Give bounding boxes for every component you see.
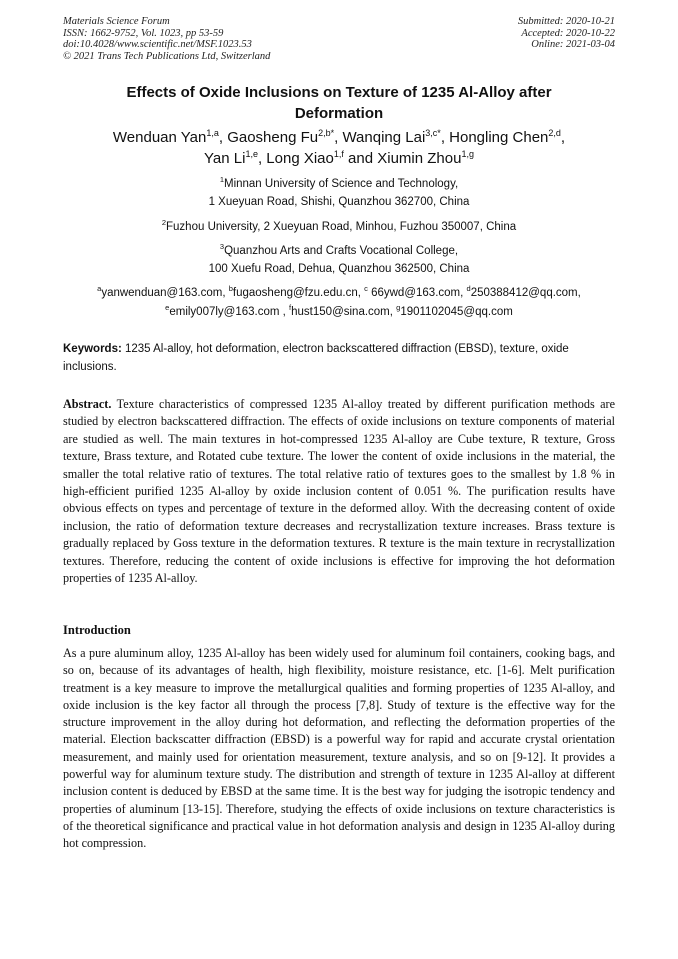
keywords-text: 1235 Al-alloy, hot deformation, electron backscattered diffraction (EBSD), texture, oxide inclusions.: [63, 343, 569, 373]
introduction-paragraph: As a pure aluminum alloy, 1235 Al-alloy has been widely used for aluminum foil containers, cooking bags, and so on, because of its advantages of health, high flexibility, moisture resistance, etc. [1-6]. Melt purification treatment is a key measure to improve the metallurgical qualities and forming properties of 1235 Al-alloy, and oxide inclusion is the key factor all through the process [7,8]. Study of texture is the effective way for the structure improvement in the alloy during hot deformation, and reflecting the deformation properties of the material. Election backscatter diffraction (EBSD) is a powerful way for rapid and accurate crystal orientation measurement, and mainly used for orientation measurement, texture analysis, and so on [9-12]. It provides a powerful way for aluminum texture study. The distribution and strength of texture in 1235 Al-alloy at different inclusion content is deduced by EBSD at the same time. It is the best way for judging the isotropic tendency and properties of aluminum [13-15]. Therefore, studying the effects of oxide inclusions on texture characteristics is of the theoretical significance and practical value in hot deformation analysis and design in 1235 Al-alloy during hot compression.: [63, 646, 615, 851]
affiliation-3: $^3$Quanzhou Arts and Crafts Vocational College, 100 Xuefu Road, Dehua, Quanzhou 362500, China: [208, 242, 470, 275]
date-submitted: Submitted: 2020-10-21: [517, 16, 615, 27]
author: Wanqing Lai$^{3,c*}$,: [342, 128, 450, 146]
email: $^f$hust150@sina.com,: [289, 303, 397, 318]
journal-issn: ISSN: 1662-9752, Vol. 1023, pp 53-59: [63, 27, 224, 39]
title-line-1: Effects of Oxide Inclusions on Texture of 1235 Al-Alloy after: [126, 84, 552, 101]
author: Gaosheng $Fu^{2,b*}$,: [227, 128, 343, 146]
journal-doi: doi:10.4028/www.scientific.net/MSF.1023.53: [63, 39, 252, 51]
email: $^d$250388412@qq.com,: [466, 284, 581, 299]
email: $^g$1901102045@qq.com: [396, 303, 513, 318]
journal-name: Materials Science Forum: [63, 16, 170, 27]
author: Xiumin Zhou$^{1,g}$: [377, 149, 474, 167]
keywords: [63, 340, 615, 376]
abstract: [63, 396, 615, 587]
abstract-text: Texture characteristics of compressed 1235 Al-alloy treated by different purification methods are studied by electron backscattered diffraction. The effects of oxide inclusions on texture components of material are studied as well. The main textures in hot-compressed 1235 Al-alloy are Cube texture, R texture, Gross texture, Brass texture, and Rotated cube texture. The lower the content of oxide inclusions in the material, the smaller the total relative ratio of textures. The total relative ratio of textures goes to the smallest by 1.8 % in high-efficient purified 1235 Al-alloy by oxide inclusion content of 0.051 %. The purification results have obvious effects on types and percentage of texture in the deformed alloy. With the decreasing content of oxide inclusion, the ratio of deformation texture decreases and recrystallization texture increases. Brass texture is gradually replaced by Goss texture in the deformation textures. R texture is the main texture in recrystallization textures. Therefore, reducing the content of oxide inclusions is effective for improving the hot deformation properties of 1235 Al-alloy.: [63, 397, 615, 586]
author: Long Xiao$^{1,f}$ and: [266, 149, 378, 167]
email: $^c$ 66ywd@163.com,: [364, 284, 467, 299]
paper-title: [63, 82, 615, 124]
email: $^a$yanwenduan@163.com,: [97, 284, 229, 299]
date-accepted: Accepted: 2020-10-22: [521, 27, 615, 39]
section-heading-introduction: Introduction: [63, 623, 131, 637]
email: $^b$fugaosheng@fzu.edu.cn,: [228, 284, 365, 299]
email-list: [63, 284, 615, 322]
author: Hongling Chen$^{2,d}$,: [449, 128, 566, 146]
affiliation-1: $^1$Minnan University of Science and Technology, 1 Xueyuan Road, Shishi, Quanzhou 362700, China: [208, 175, 470, 208]
date-online: Online: 2021-03-04: [531, 39, 615, 51]
author: Yan Li$^{1,e}$,: [204, 149, 267, 167]
journal-header: [63, 16, 270, 62]
email: $^e$emily007ly@163.com ,: [165, 303, 290, 318]
keywords-label: Keywords:: [63, 343, 122, 355]
affiliation-2: $^2$Fuzhou University, 2 Xueyuan Road, Minhou, Fuzhou 350007, China: [161, 218, 517, 233]
title-line-2: Deformation: [294, 105, 384, 122]
abstract-label: Abstract.: [63, 397, 112, 411]
journal-copyright: © 2021 Trans Tech Publications Ltd, Switzerland: [63, 50, 271, 62]
author-list: [63, 127, 615, 169]
publication-dates: [518, 16, 615, 51]
author: Wenduan Yan$^{1,a}$,: [112, 128, 228, 146]
